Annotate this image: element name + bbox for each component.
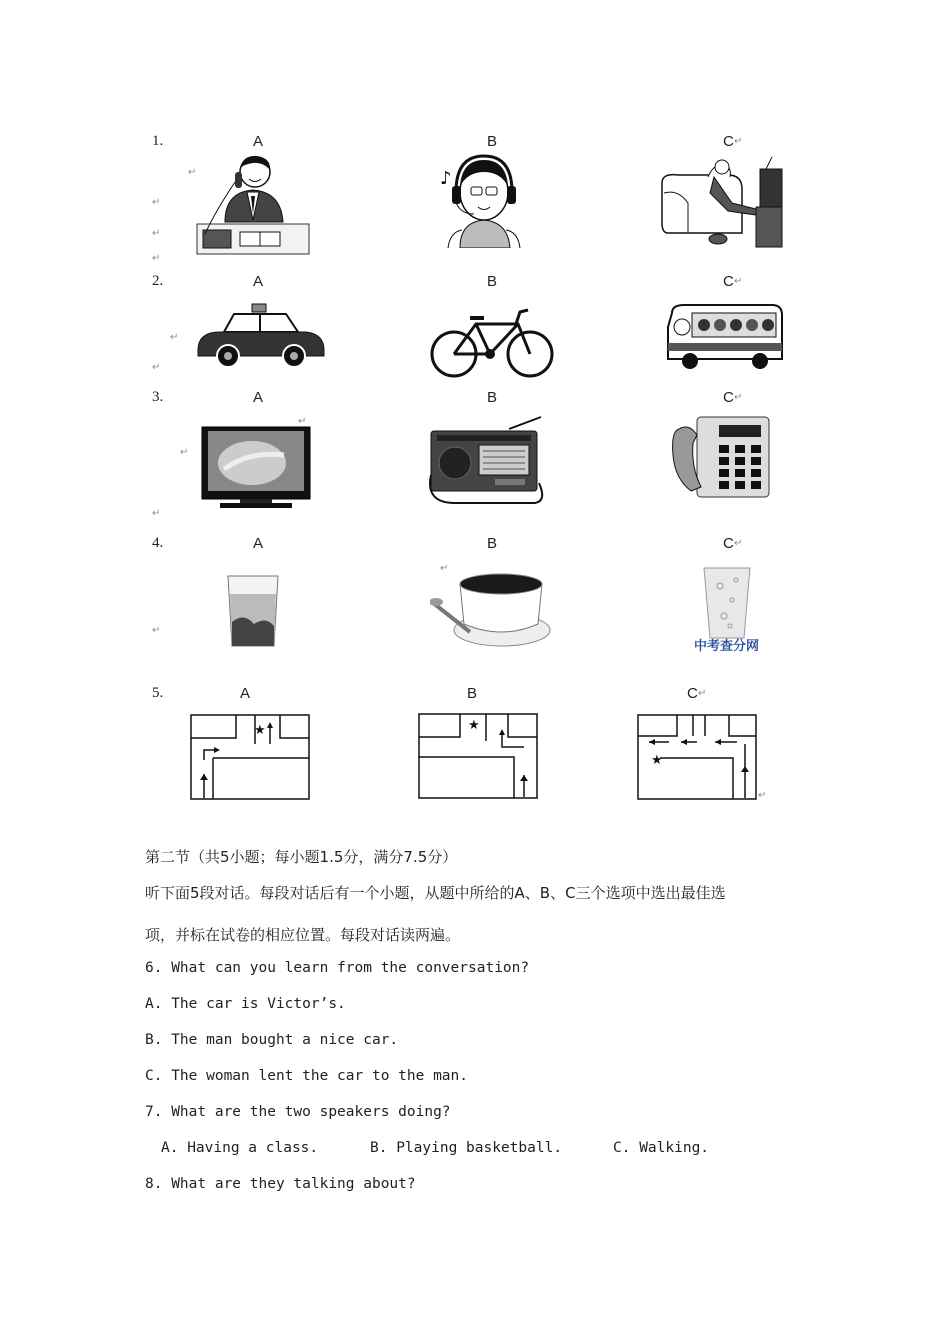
svg-text:★: ★ [468,718,480,733]
question-6-stem: 6. What can you learn from the conversation? [145,960,530,976]
bus-image [664,303,784,371]
return-mark: ↵ [180,447,189,458]
return-mark: ↵ [440,563,449,574]
option-c-label: C [723,133,734,150]
television-image [200,425,312,511]
return-mark: ↵ [734,538,743,549]
taxi-image [194,302,326,370]
return-mark: ↵ [188,167,197,178]
option-b-label: B [487,273,498,290]
question-5-number: 5. [152,685,164,701]
question-1-number: 1. [152,133,164,149]
option-b-label: B [487,535,498,552]
return-mark: ↵ [698,688,707,699]
option-a-label: A [253,389,264,406]
return-mark: ↵ [152,508,161,519]
boy-with-headphones-image [438,152,530,248]
map-c-image [637,714,757,800]
svg-text:♪: ♪ [440,168,452,189]
return-mark: ↵ [152,362,161,373]
man-watching-tv-image [658,153,784,253]
option-c-label: C [723,273,734,290]
section-instruction: 项，并标在试卷的相应位置。每段对话读两遍。 [145,926,461,944]
return-mark: ↵ [152,197,161,208]
section-heading: 第二节（共5小题；每小题1.5分，满分7.5分） [145,848,458,866]
return-mark: ↵ [298,416,307,427]
radio-image [425,413,549,511]
option-c-label: C [687,685,698,702]
bicycle-image [430,306,554,380]
option-a-label: A [240,685,251,702]
question-3-number: 3. [152,389,164,405]
return-mark: ↵ [734,136,743,147]
question-4-number: 4. [152,535,164,551]
section-instruction: 听下面5段对话。每段对话后有一个小题，从题中所给的A、B、C三个选项中选出最佳选 [145,884,726,902]
question-6-option-a: A. The car is Victor’s. [145,996,346,1012]
question-8-stem: 8. What are they talking about? [145,1176,416,1192]
return-mark: ↵ [170,332,179,343]
return-mark: ↵ [152,625,161,636]
water-glass-image [702,566,752,640]
return-mark: ↵ [758,790,767,801]
return-mark: ↵ [152,228,161,239]
svg-text:★: ★ [651,753,663,768]
coffee-cup-image [430,568,552,650]
map-a-image [190,714,310,800]
tea-glass-image [224,572,282,650]
return-mark: ↵ [734,392,743,403]
option-b-label: B [487,389,498,406]
option-a-label: A [253,133,264,150]
return-mark: ↵ [152,253,161,264]
question-2-number: 2. [152,273,164,289]
option-c-label: C [723,535,734,552]
question-7-option-b: B. Playing basketball. [370,1140,563,1156]
question-7-option-a: A. Having a class. [161,1140,319,1156]
watermark: 中考查分网 [694,639,760,654]
svg-text:★: ★ [254,723,266,738]
question-6-option-b: B. The man bought a nice car. [145,1032,399,1048]
option-a-label: A [253,535,264,552]
question-7-stem: 7. What are the two speakers doing? [145,1104,451,1120]
return-mark: ↵ [734,276,743,287]
option-b-label: B [487,133,498,150]
question-7-option-c: C. Walking. [613,1140,710,1156]
option-c-label: C [723,389,734,406]
telephone-image [667,415,773,501]
question-6-option-c: C. The woman lent the car to the man. [145,1068,469,1084]
man-on-phone-image [195,152,313,257]
option-a-label: A [253,273,264,290]
map-b-image [418,713,538,799]
option-b-label: B [467,685,478,702]
